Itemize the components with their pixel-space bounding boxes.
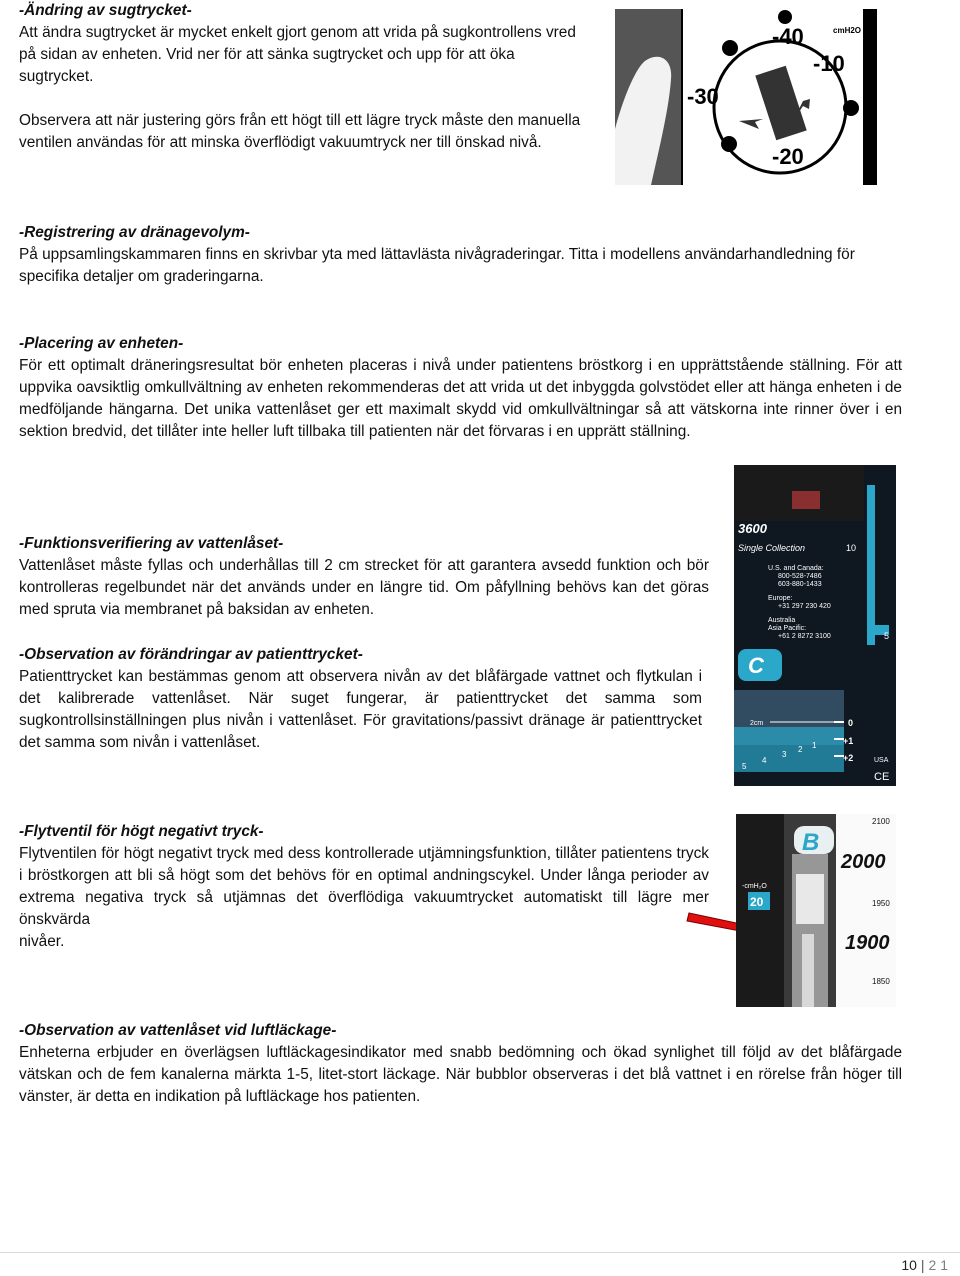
scale-label: +2 bbox=[843, 753, 854, 763]
drainage-device-figure bbox=[734, 465, 896, 786]
scale-column bbox=[867, 485, 875, 645]
logo-letter: C bbox=[748, 653, 764, 678]
section-heading: -Flytventil för högt negativt tryck- bbox=[19, 823, 264, 840]
scale-label: 1950 bbox=[872, 899, 890, 908]
contact-label: Asia Pacific: bbox=[768, 625, 807, 632]
channel-label: 2 bbox=[798, 745, 803, 754]
origin-label: USA bbox=[874, 757, 889, 764]
section-flytventil bbox=[19, 821, 709, 953]
paragraph: Patienttrycket kan bestämmas genom att observera nivån av det blåfärgade vattnet och flytkulan i det kalibrerade vattenlåset. När suget fungerar, är patienttrycket det samma som sugkontrollsinställningen plus nivån i vattenlåset. För gravitations/passivt dränage är patienttrycket det samma som nivån i vattenlåset. bbox=[19, 668, 702, 751]
scale-label: 2000 bbox=[841, 851, 886, 873]
valve-unit: -cmH₂O bbox=[742, 883, 767, 890]
contact-phone: 800-528-7486 bbox=[778, 573, 822, 580]
section-heading: -Observation av vattenlåset vid luftläckage- bbox=[19, 1022, 337, 1039]
valve-value: 20 bbox=[750, 895, 764, 909]
section-heading: -Placering av enheten- bbox=[19, 335, 184, 352]
scale-label: 0 bbox=[848, 718, 854, 728]
suction-dial-figure bbox=[615, 9, 877, 185]
section-heading: -Observation av förändringar av patienttrycket- bbox=[19, 646, 363, 663]
blue-water bbox=[734, 727, 844, 772]
ce-mark: CE bbox=[874, 771, 890, 783]
dial-label: -40 bbox=[772, 24, 804, 49]
paragraph: På uppsamlingskammaren finns en skrivbar yta med lättavlästa nivågraderingar. Titta i modellens användarhandledning för specifika detaljer om graderingarna. bbox=[19, 246, 855, 285]
section-funktionsverifiering bbox=[19, 533, 709, 621]
contact-label: U.S. and Canada: bbox=[768, 565, 824, 572]
contact-phone: +31 297 230 420 bbox=[778, 603, 831, 610]
logo-letter: B bbox=[802, 829, 820, 856]
paragraph: nivåer. bbox=[19, 933, 65, 950]
model-number: 3600 bbox=[738, 521, 767, 536]
scale-label: 5 bbox=[884, 631, 890, 641]
channel-label: 5 bbox=[742, 762, 747, 771]
scale-label: 2100 bbox=[872, 817, 890, 826]
dial-unit: cmH2O bbox=[833, 26, 862, 35]
section-placering bbox=[19, 333, 902, 443]
contact-phone: +61 2 8272 3100 bbox=[778, 633, 831, 640]
dial-label: -20 bbox=[772, 144, 804, 169]
page-number bbox=[901, 1254, 948, 1276]
page-total: 2 1 bbox=[928, 1257, 948, 1273]
page-current: 10 bbox=[901, 1257, 917, 1273]
channel-label: 4 bbox=[762, 756, 767, 765]
contact-label: Europe: bbox=[768, 595, 793, 602]
section-patienttryck bbox=[19, 644, 702, 754]
scale-label: +1 bbox=[843, 736, 854, 746]
dial-label: -30 bbox=[687, 84, 719, 109]
paragraph: Enheterna erbjuder en överlägsen luftläckagesindikator med snabb bedömning och ökad synlighet till följd av det blåfärgade vätskan och de fem kanalerna märkta 1-5, litet-stort läckage. När bubblor observeras i det blå vattnet i en rörelse från höger till vänster, är detta en indikation på luftläckage hos patienten. bbox=[19, 1044, 902, 1105]
section-heading: -Ändring av sugtrycket- bbox=[19, 2, 192, 19]
paragraph: Flytventilen för högt negativt tryck med dess kontrollerade utjämningsfunktion, tillåter patientens tryck i bröstkorgen att bli så högt som det behövs för en optimal andningscykel. Under långa perioder av extrema negativa tryck så utjämnas det överflödiga vakuumtrycket automatiskt till lägre mer önskvärda bbox=[19, 845, 709, 928]
section-heading: -Registrering av dränagevolym- bbox=[19, 224, 250, 241]
dial-label: -10 bbox=[813, 51, 845, 76]
channel-label: 1 bbox=[812, 741, 817, 750]
footer-divider bbox=[0, 1252, 960, 1253]
paragraph: Observera att när justering görs från ett högt till ett lägre tryck måste den manuella ventilen användas för att minska överflödigt vakuumtryck ner till önskad nivå. bbox=[19, 112, 581, 151]
scale-label: 1850 bbox=[872, 977, 890, 986]
section-heading: -Funktionsverifiering av vattenlåset- bbox=[19, 535, 284, 552]
paragraph: Att ändra sugtrycket är mycket enkelt gjort genom att vrida på sugkontrollens vred på sidan av enheten. Vrid ner för att sänka sugtrycket och upp för att öka sugtrycket. bbox=[19, 24, 576, 85]
float-valve-figure bbox=[736, 814, 896, 1007]
page-separator: | bbox=[920, 1257, 925, 1273]
channel-label: 3 bbox=[782, 750, 787, 759]
section-dranagevolym bbox=[19, 222, 899, 288]
contact-label: Australia bbox=[768, 617, 796, 624]
section-sugtryck bbox=[19, 0, 594, 154]
contact-phone: 603-880-1433 bbox=[778, 581, 822, 588]
paragraph: För ett optimalt dräneringsresultat bör enheten placeras i nivå under patientens bröstkorg i en upprättstående ställning. För att uppvika oavsiktlig omkullvältning av enheten rekommenderas det att vrida ut det inbyggda golvstödet eller att hänga enheten i de medföljande hängarna. Det unika vattenlåset ger ett maximalt skydd vid omkullvältningar så att vätskorna inte rinner över i en sektion bredvid, det tillåter inte heller luft tillbaka till patienten när det förvaras i en upprätt ställning. bbox=[19, 357, 902, 440]
model-name: Single Collection bbox=[738, 543, 806, 553]
scale-label: 1900 bbox=[845, 932, 890, 954]
paragraph: Vattenlåset måste fyllas och underhållas till 2 cm strecket för att garantera avsedd funktion och bör kontrolleras regelbundet när det används under en längre tid. Om påfyllning behövs kan det göras med spruta via membranet på baksidan av enheten. bbox=[19, 557, 709, 618]
water-level-label: 2cm bbox=[750, 720, 764, 727]
scale-label: 10 bbox=[846, 543, 857, 553]
section-luftlackage bbox=[19, 1020, 902, 1108]
